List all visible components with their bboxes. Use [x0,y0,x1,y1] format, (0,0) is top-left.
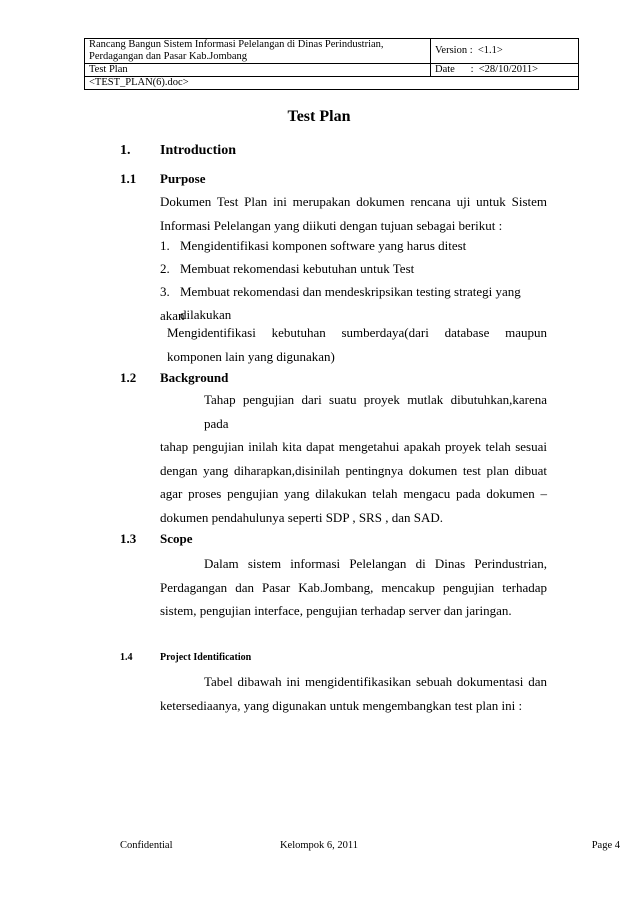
project-identification-line: ketersediaanya, yang digunakan untuk mengembangkan test plan ini : [160,697,523,713]
footer-confidential: Confidential [120,840,173,851]
project-identification-line: Tabel dibawah ini mengidentifikasikan sebuah dokumentasi dan [204,674,547,689]
project-identification-paragraph [160,670,547,717]
section-1-3-heading: Scope [160,531,193,546]
section-1-4-heading: Project Identification [160,652,252,663]
background-line: agar proses pengujian yang dilakukan telah mengacu pada dokumen – [160,486,547,501]
section-1-number: 1. [120,143,131,158]
purpose-list-item-continuation: dilakukan [180,307,232,322]
version-label: Version : <1.1> [435,45,503,56]
section-1-1-heading: Purpose [160,171,206,186]
date-cell [431,64,579,77]
project-title-line2: Perdagangan dan Pasar Kab.Jombang [89,51,248,62]
list-item-text: Membuat rekomendasi dan mendeskripsikan testing strategi yang akan [160,284,521,323]
background-line: dengan yang diharapkan,disinilah pentingnya dokumen test plan dibuat [160,462,547,478]
scope-line: Perdagangan dan Pasar Kab.Jombang, mencakup pengujian terhadap [160,579,547,595]
footer-group: Kelompok 6, 2011 [279,840,359,851]
background-paragraph [160,388,547,529]
project-title-line1: Rancang Bangun Sistem Informasi Pelelangan di Dinas Perindustrian, [89,39,384,50]
doc-type-cell: Test Plan [85,64,431,77]
section-1-2-heading: Background [160,370,229,385]
background-line: tahap pengujian inilah kita dapat mengetahui apakah proyek telah sesuai [160,439,547,454]
page-title: Test Plan [287,108,351,125]
purpose-list-item [160,257,547,281]
background-line: Tahap pengujian dari suatu proyek mutlak dibutuhkan,karena pada [204,392,547,431]
scope-paragraph [160,552,547,623]
purpose-extra-line: komponen lain yang digunakan) [167,348,335,364]
footer-page-number: Page 4 [591,840,620,851]
document-header-table [84,38,579,90]
list-item-number: 1. [160,238,170,253]
list-item-text: Membuat rekomendasi kebutuhan untuk Test [180,261,415,276]
purpose-intro-line: Informasi Pelelangan yang diikuti dengan tujuan sebagai berikut : [160,217,503,233]
section-1-1-number: 1.1 [120,171,137,186]
section-1-3-number: 1.3 [120,531,137,546]
list-item-number: 3. [160,284,170,299]
section-1-4-number: 1.4 [120,652,133,663]
scope-line: sistem, pengujian interface, pengujian terhadap server dan jaringan. [160,603,512,618]
file-name-cell: <TEST_PLAN(6).doc> [85,77,579,90]
scope-line: Dalam sistem informasi Pelelangan di Dinas Perindustrian, [204,556,547,571]
background-line: dokumen pendahulunya seperti SDP , SRS , dan SAD. [160,509,443,525]
date-label: Date : <28/10/2011> [435,64,539,75]
section-1-2-number: 1.2 [120,370,137,385]
project-title-cell [85,39,431,64]
version-cell [431,39,579,64]
purpose-extra [167,321,547,368]
list-item-number: 2. [160,261,170,276]
section-1-heading: Introduction [160,143,236,158]
list-item-text: Mengidentifikasi komponen software yang harus ditest [180,238,467,253]
purpose-list-item [160,234,547,258]
purpose-intro-line: Dokumen Test Plan ini merupakan dokumen rencana uji untuk Sistem [160,194,547,209]
purpose-extra-line: Mengidentifikasi kebutuhan sumberdaya(dari database maupun [167,325,547,340]
purpose-intro [160,190,547,237]
